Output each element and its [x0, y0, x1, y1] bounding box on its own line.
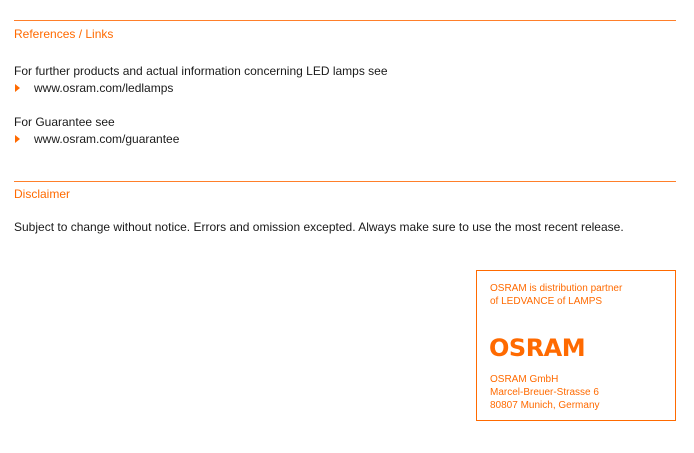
products-info-text: For further products and actual information concerning LED lamps see [14, 64, 388, 78]
disclaimer-heading: Disclaimer [14, 187, 71, 201]
products-link-row[interactable] [14, 81, 173, 95]
guarantee-link-row[interactable] [14, 132, 179, 146]
company-city: 80807 Munich, Germany [490, 400, 600, 411]
top-divider [14, 20, 676, 21]
company-street: Marcel-Breuer-Strasse 6 [490, 387, 599, 398]
arrow-right-icon [15, 84, 20, 92]
disclaimer-text: Subject to change without notice. Errors and omission excepted. Always make sure to use the most recent release. [14, 220, 624, 234]
partner-line-1: OSRAM is distribution partner [490, 283, 623, 294]
guarantee-info-text: For Guarantee see [14, 115, 115, 129]
guarantee-link[interactable]: www.osram.com/guarantee [34, 132, 180, 146]
company-name: OSRAM GmbH [490, 374, 559, 385]
disclaimer-divider [14, 181, 676, 182]
partner-line-2: of LEDVANCE of LAMPS [490, 296, 603, 307]
references-heading: References / Links [14, 27, 114, 41]
arrow-right-icon [15, 135, 20, 143]
ledlamps-link[interactable]: www.osram.com/ledlamps [34, 81, 174, 95]
partner-box [476, 270, 676, 421]
osram-logo: OSRAM [489, 334, 586, 362]
